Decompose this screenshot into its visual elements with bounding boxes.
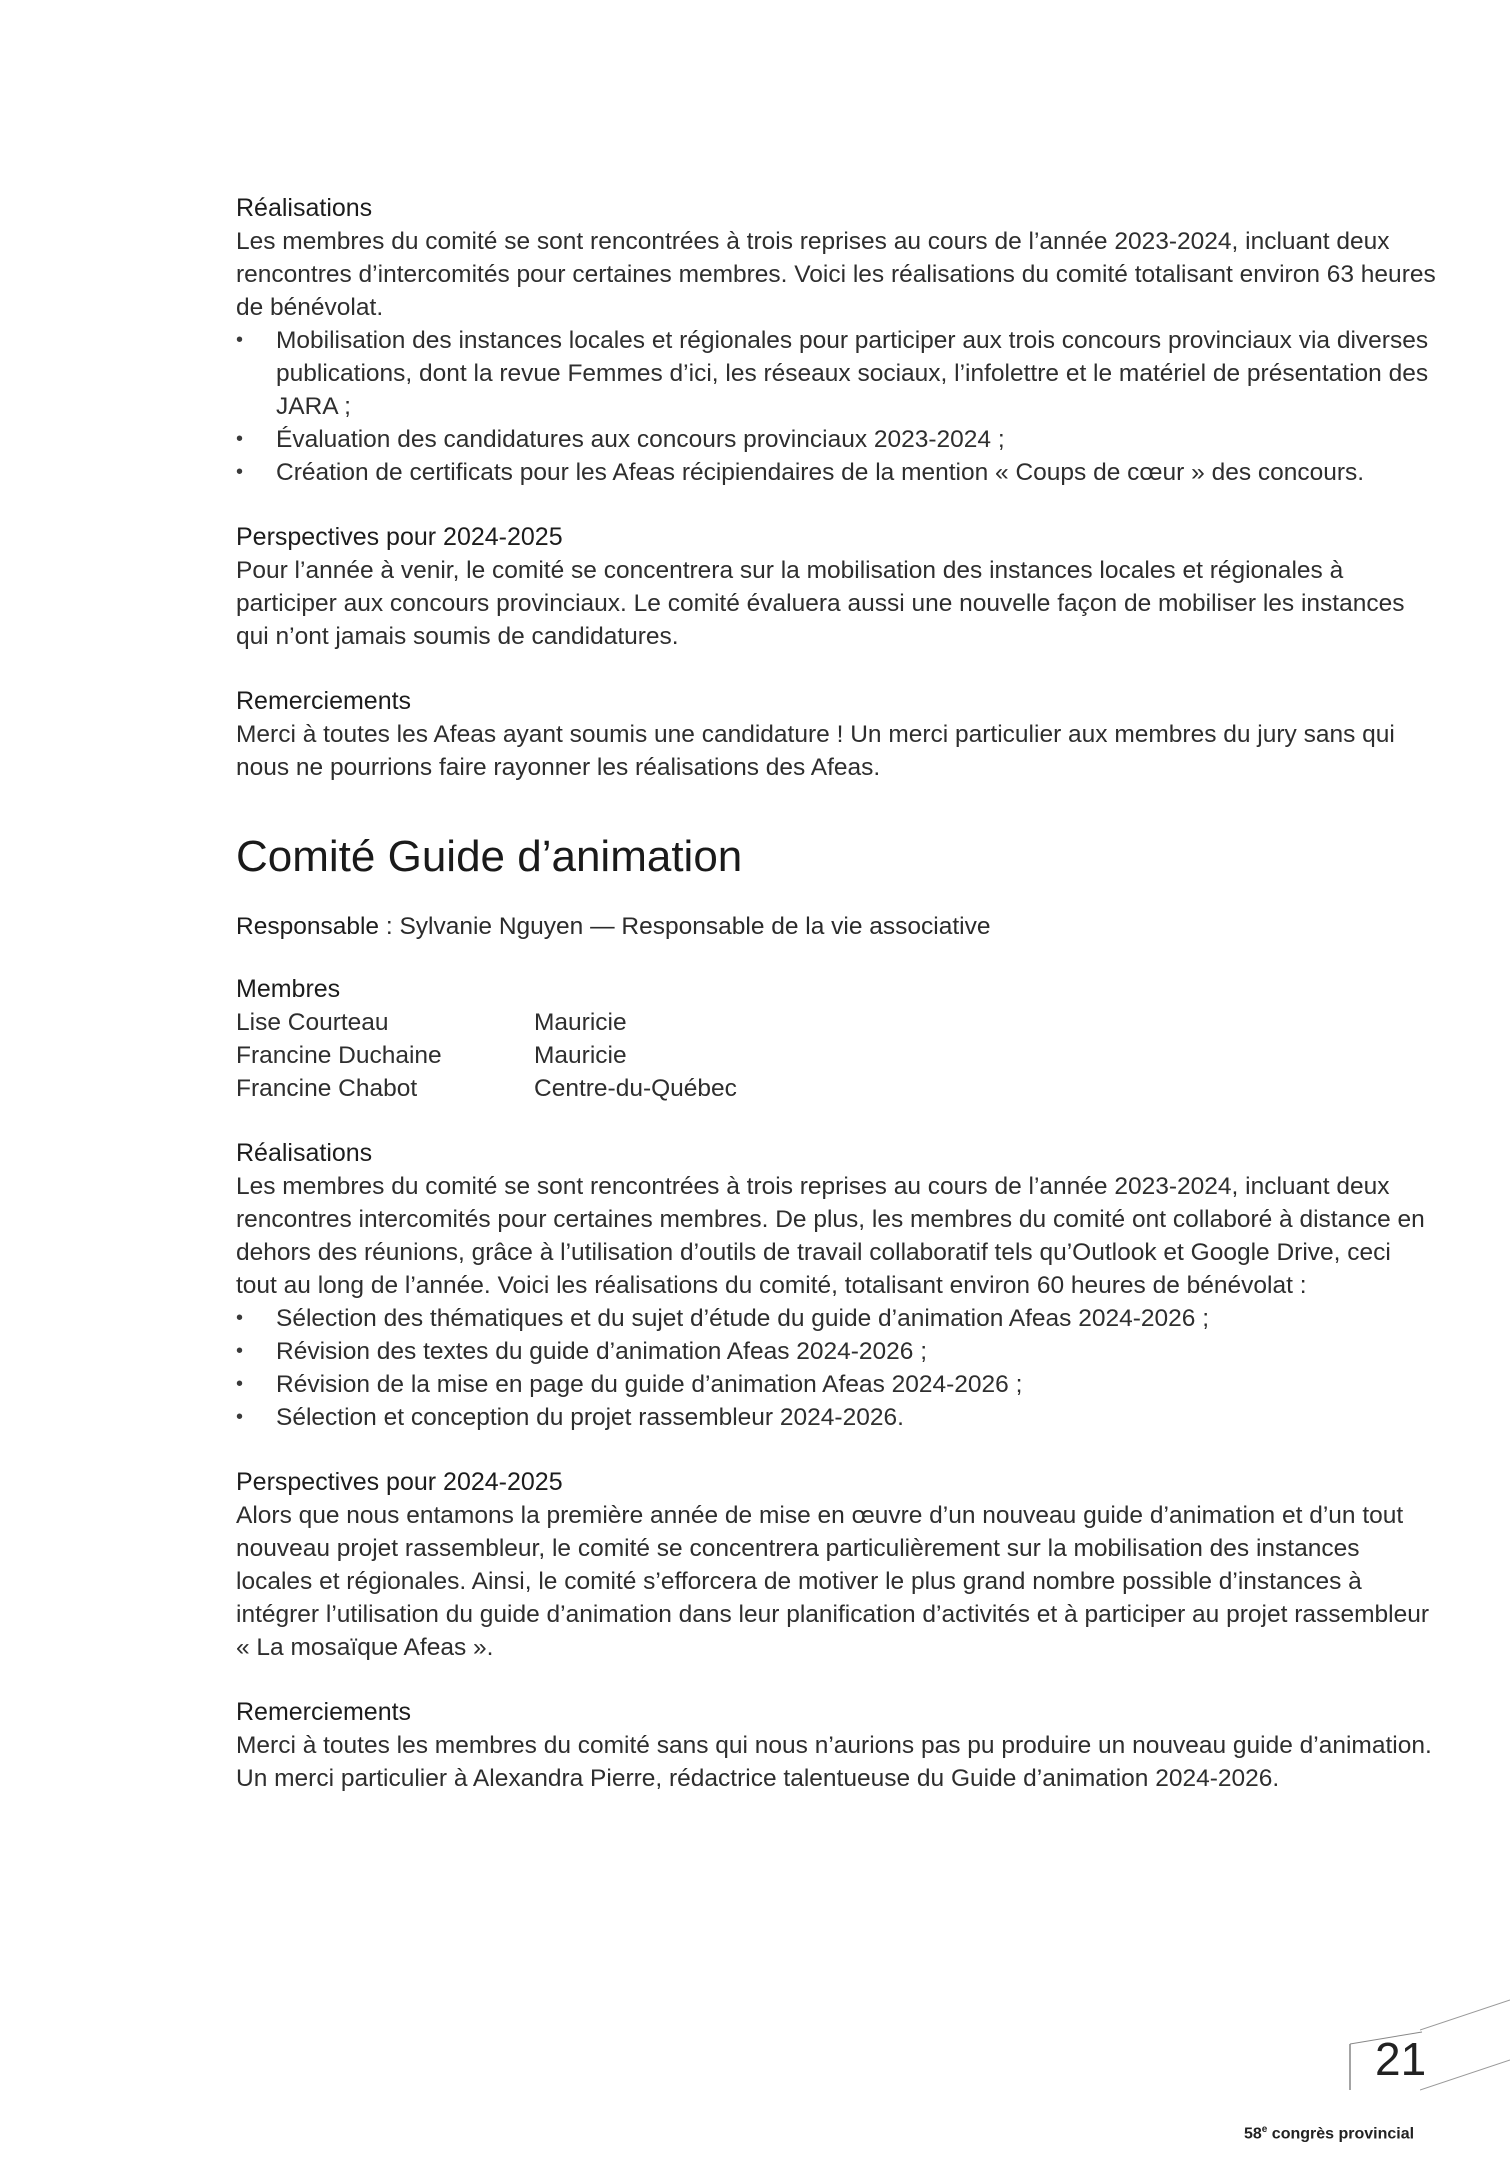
responsable-value: : Sylvanie Nguyen — Responsable de la vie associative	[379, 913, 991, 940]
perspectives-text: Pour l’année à venir, le comité se concentrera sur la mobilisation des instances locales et régionales à participer aux concours provinciaux. Le comité évaluera aussi une nouvelle façon de mobiliser les instances qui n’ont jamais soumis de candidatures.	[236, 557, 1405, 650]
list-item: • Mobilisation des instances locales et régionales pour participer aux trois concours provinciaux via diverses publications, dont la revue Femmes d’ici, les réseaux sociaux, l’infolettre et le matériel de présentation des JARA ;	[236, 324, 1436, 423]
realisations-text: Les membres du comité se sont rencontrées à trois reprises au cours de l’année 2023-2024, incluant deux rencontres intercomités pour certaines membres. De plus, les membres du comité ont collaboré à distance en dehors des réunions, grâce à l’utilisation d’outils de travail collaboratif tels qu’Outlook et Google Drive, ceci tout au long de l’année. Voici les réalisations du comité, totalisant environ 60 heures de bénévolat :	[236, 1173, 1425, 1299]
member-name: Francine Duchaine	[236, 1042, 442, 1069]
congres-label	[1244, 2124, 1414, 2143]
realisations-text: Les membres du comité se sont rencontrées à trois reprises au cours de l’année 2023-2024, incluant deux rencontres d’intercomités pour certaines membres. Voici les réalisations du comité totalisant environ 63 heures de bénévolat.	[236, 228, 1436, 321]
responsable-line	[236, 910, 1436, 943]
section2-perspectives	[236, 1466, 1436, 1664]
responsable-label: Responsable	[236, 913, 380, 940]
membres-block	[236, 973, 1436, 1105]
congres-superscript: e	[1261, 2124, 1268, 2135]
members-table	[236, 1006, 737, 1105]
remerciements-heading: Remerciements	[236, 1698, 412, 1726]
member-region: Mauricie	[534, 1009, 627, 1036]
section2-remerciements	[236, 1696, 1436, 1795]
table-row	[236, 1006, 737, 1039]
list-item: • Révision des textes du guide d’animation Afeas 2024-2026 ;	[236, 1335, 1436, 1368]
remerciements-text: Merci à toutes les Afeas ayant soumis une candidature ! Un merci particulier aux membres du jury sans qui nous ne pourrions faire rayonner les réalisations des Afeas.	[236, 721, 1395, 781]
remerciements-text: Merci à toutes les membres du comité sans qui nous n’aurions pas pu produire un nouveau guide d’animation. Un merci particulier à Alexandra Pierre, rédactrice talentueuse du Guide d’animation 2024-2026.	[236, 1732, 1432, 1792]
perspectives-heading: Perspectives pour 2024-2025	[236, 523, 563, 551]
section1-remerciements	[236, 685, 1436, 784]
list-item: • Évaluation des candidatures aux concours provinciaux 2023-2024 ;	[236, 423, 1436, 456]
section1-perspectives	[236, 521, 1436, 653]
section1-realisations	[236, 192, 1436, 489]
list-item: • Sélection et conception du projet rassembleur 2024-2026.	[236, 1401, 1436, 1434]
realisations-list	[236, 324, 1436, 489]
perspectives-text: Alors que nous entamons la première année de mise en œuvre d’un nouveau guide d’animation et d’un tout nouveau projet rassembleur, le comité se concentrera particulièrement sur la mobilisation des instances locales et régionales. Ainsi, le comité s’efforcera de motiver le plus grand nombre possible d’instances à intégrer l’utilisation du guide d’animation dans leur planification d’activités et à participer au projet rassembleur « La mosaïque Afeas ».	[236, 1502, 1429, 1661]
member-region: Mauricie	[534, 1042, 627, 1069]
page-corner-lines	[1420, 1990, 1510, 2110]
table-row	[236, 1072, 737, 1105]
congres-number: 58	[1244, 2125, 1262, 2143]
list-item: • Création de certificats pour les Afeas récipiendaires de la mention « Coups de cœur » des concours.	[236, 456, 1436, 489]
remerciements-heading: Remerciements	[236, 687, 412, 715]
document-page	[236, 192, 1436, 1827]
perspectives-heading: Perspectives pour 2024-2025	[236, 1468, 563, 1496]
realisations-heading: Réalisations	[236, 194, 373, 222]
member-name: Lise Courteau	[236, 1009, 389, 1036]
membres-heading: Membres	[236, 975, 341, 1003]
congres-text: congrès provincial	[1267, 2125, 1415, 2143]
section2-realisations	[236, 1137, 1436, 1434]
section-title: Comité Guide d’animation	[236, 832, 743, 881]
member-region: Centre-du-Québec	[534, 1075, 737, 1102]
realisations-list	[236, 1302, 1436, 1434]
realisations-heading: Réalisations	[236, 1139, 373, 1167]
list-item: • Sélection des thématiques et du sujet d’étude du guide d’animation Afeas 2024-2026 ;	[236, 1302, 1436, 1335]
table-row	[236, 1039, 737, 1072]
page-number: 21	[1375, 2033, 1427, 2085]
list-item: • Révision de la mise en page du guide d’animation Afeas 2024-2026 ;	[236, 1368, 1436, 1401]
member-name: Francine Chabot	[236, 1075, 418, 1102]
